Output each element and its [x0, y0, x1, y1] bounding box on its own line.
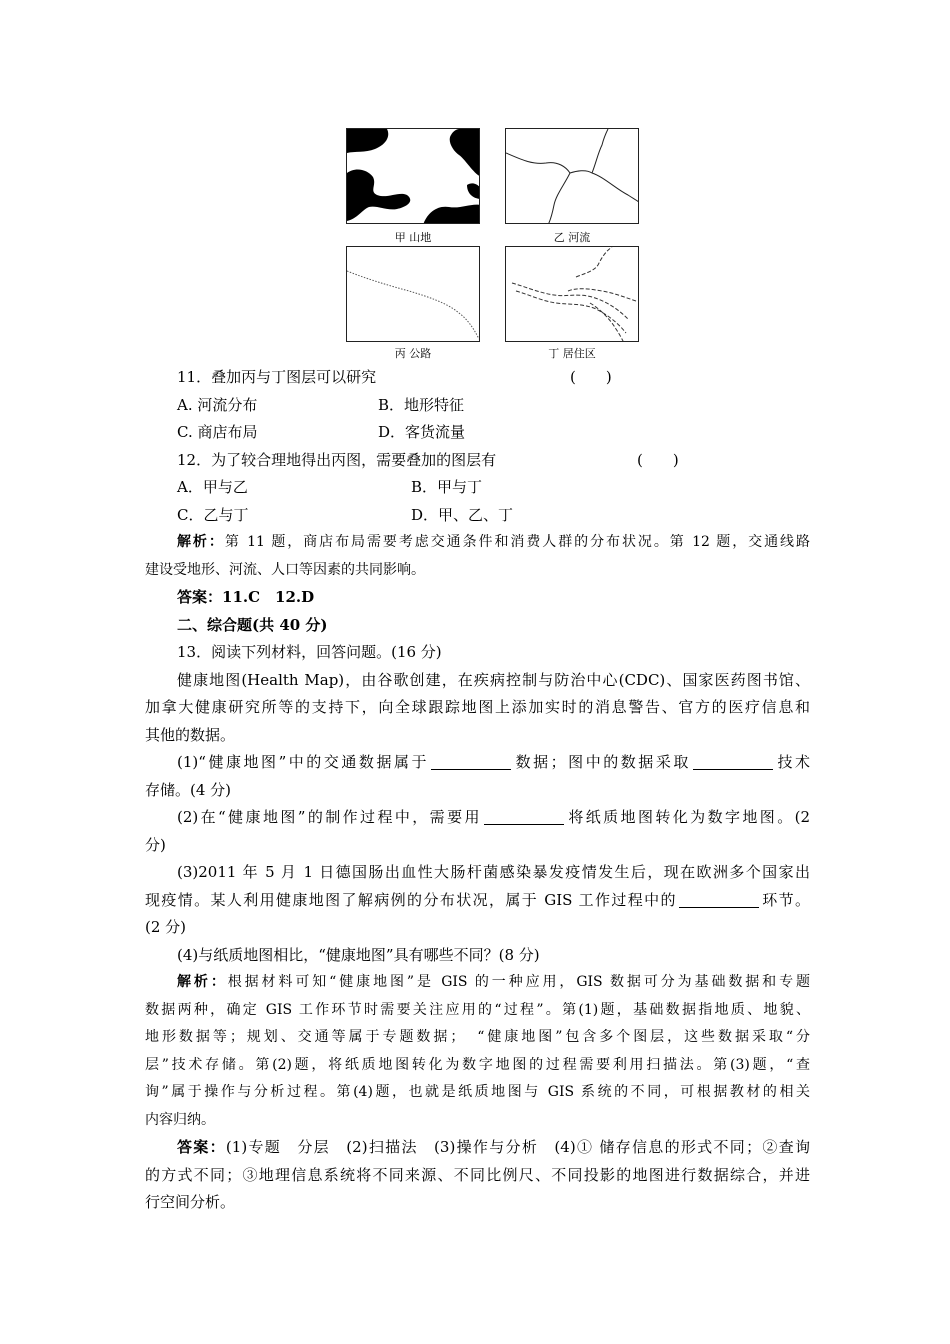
analysis2-line-2: 数据两种，确定 GIS 工作环节时需要关注应用的“过程”。第(1)题，基础数据指地质、地貌、 [145, 1001, 810, 1018]
analysis2-line-3: 地形数据等；规划、交通等属于专题数据； “健康地图”包含多个图层，这些数据采取“分 [145, 1029, 810, 1045]
road-layer-panel [346, 246, 480, 342]
caption-mountain: 甲 山地 [394, 231, 432, 244]
q11-answer-paren: ( ) [570, 368, 612, 386]
q12-option-b: B．甲与丁 [411, 478, 483, 496]
q11-option-c: C. 商店布局 [177, 423, 258, 441]
q12-answer-paren: ( ) [637, 450, 679, 469]
analysis2-line-1 [145, 969, 810, 997]
analysis2-line-4: 层”技术存储。第(2)题，将纸质地图转化为数字地图的过程需要利用扫描法。第(3)题，“查 [145, 1056, 810, 1073]
q11-stem: 11．叠加丙与丁图层可以研究 [177, 368, 377, 386]
q13-stem: 13．阅读下列材料，回答问题。(16 分) [177, 643, 442, 661]
answer2-line-1 [145, 1134, 810, 1162]
q13-part3-line-1: (3)2011 年 5 月 1 日德国肠出血性大肠杆菌感染暴发疫情发生后，现在欧洲多个国家出 [177, 863, 810, 881]
q12-stem-line [145, 447, 810, 475]
q13-part2-blank[interactable] [484, 808, 564, 825]
q13-part1-line-2: 存储。(4 分) [145, 780, 232, 799]
river-layer-panel [505, 128, 639, 224]
residential-layer-panel [505, 246, 639, 342]
q13-part4: (4)与纸质地图相比，“健康地图”具有哪些不同？(8 分) [177, 945, 540, 964]
answer2-line-3: 行空间分析。 [145, 1193, 236, 1211]
q13-part1-text-c: 技术 [774, 753, 810, 771]
road-layer-graphic [347, 247, 480, 342]
q13-part1-text-b: 数据；图中的数据采取 [513, 753, 691, 771]
question-body [145, 364, 810, 1217]
q13-part1-text-a: (1)“健康地图”中的交通数据属于 [177, 753, 430, 771]
q13-part1-blank-1[interactable] [431, 753, 511, 770]
q13-material-line-1: 健康地图(Health Map)，由谷歌创建，在疾病控制与防治中心(CDC)、国家医药图书馆、 [177, 670, 810, 689]
answer2-label: 答案： [177, 1138, 226, 1156]
residential-layer-graphic [506, 247, 639, 342]
q11-stem-line [145, 364, 810, 392]
analysis2-text-1: 根据材料可知“健康地图”是 GIS 的一种应用，GIS 数据可分为基础数据和专题 [227, 974, 810, 990]
q12-options-row-1 [145, 474, 810, 502]
caption-residential: 丁 居住区 [548, 347, 596, 360]
q13-part1-blank-2[interactable] [693, 753, 773, 770]
answer1-line [145, 584, 810, 612]
q11-option-d: D．客货流量 [378, 423, 466, 441]
q13-part3-line-3: (2 分) [145, 918, 187, 936]
analysis1-text-2: 建设受地形、河流、人口等因素的共同影响。 [145, 561, 425, 578]
analysis2-label: 解析： [177, 974, 228, 990]
analysis1-label: 解析： [177, 534, 225, 550]
answer2-text-1: (1)专题 分层 (2)扫描法 (3)操作与分析 (4)① 储存信息的形式不同；②查询 [225, 1138, 810, 1156]
q11-option-b: B．地形特征 [378, 395, 465, 414]
q12-option-c: C．乙与丁 [177, 505, 249, 524]
caption-road: 丙 公路 [394, 347, 432, 360]
q11-option-a: A. 河流分布 [177, 395, 258, 414]
caption-river: 乙 河流 [553, 231, 591, 244]
q11-options-row-2 [145, 419, 810, 447]
q12-stem: 12．为了较合理地得出丙图，需要叠加的图层有 [177, 450, 497, 469]
q13-material-line-2: 加拿大健康研究所等的支持下，向全球跟踪地图上添加实时的消息警告、官方的医疗信息和 [145, 698, 810, 716]
q13-part2-line-1 [145, 804, 810, 832]
mountain-layer-panel [346, 128, 480, 224]
q12-options-row-2 [145, 502, 810, 530]
q13-part1-line-1 [145, 749, 810, 777]
mountain-layer-graphic [347, 129, 480, 224]
q13-part3-text-b: 环节。 [760, 890, 810, 909]
q13-part2-text-b: 将纸质地图转化为数字地图。(2 [565, 808, 810, 826]
analysis1-text-1: 第 11 题，商店布局需要考虑交通条件和消费人群的分布状况。第 12 题，交通线路 [224, 534, 810, 550]
section2-heading: 二、综合题(共 40 分) [177, 615, 328, 634]
q13-part3-text-a: 现疫情。某人利用健康地图了解病例的分布状况，属于 GIS 工作过程中的 [145, 890, 677, 909]
analysis1-line-2 [145, 557, 810, 585]
analysis1-line-1 [145, 529, 810, 557]
q13-part3-blank[interactable] [679, 891, 759, 908]
q13-part3-line-2 [145, 887, 810, 915]
q11-options-row-1 [145, 392, 810, 420]
q12-option-d: D．甲、乙、丁 [411, 505, 514, 524]
q13-part2-line-2: 分) [145, 835, 166, 854]
map-layers-figure [344, 126, 644, 362]
analysis2-line-5: 询”属于操作与分析过程。第(4)题，也就是纸质地图与 GIS 系统的不同，可根据教材的相关 [145, 1084, 810, 1100]
river-layer-graphic [506, 129, 639, 224]
answer2-line-2: 的方式不同；③地理信息系统将不同来源、不同比例尺、不同投影的地图进行数据综合，并进 [145, 1165, 810, 1184]
q12-option-a: A．甲与乙 [177, 478, 248, 496]
answer1-label: 答案： [177, 588, 223, 606]
q13-material-line-3: 其他的数据。 [145, 725, 236, 744]
q13-part2-text-a: (2)在“健康地图”的制作过程中，需要用 [177, 808, 482, 826]
answer1-text: 11.C 12.D [222, 588, 315, 606]
analysis2-line-6: 内容归纳。 [145, 1111, 215, 1128]
